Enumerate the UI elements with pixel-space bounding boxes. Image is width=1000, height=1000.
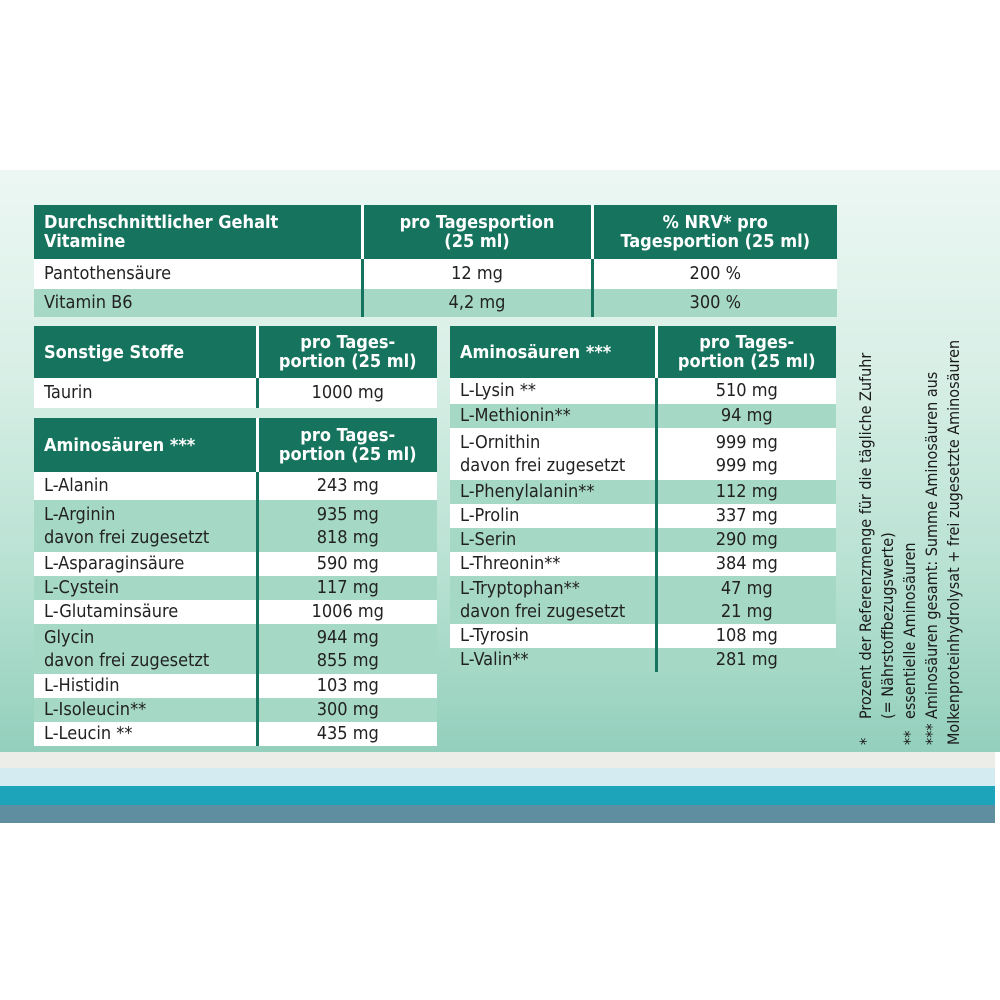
table-row	[34, 624, 437, 674]
table-row	[34, 600, 437, 624]
decor-stripe-slate	[0, 805, 995, 823]
footnotes	[855, 190, 975, 745]
nutrient-amount: 999 mg 999 mg	[656, 428, 836, 480]
nutrient-name: L-Alanin	[34, 472, 257, 500]
nutrient-amount: 435 mg	[257, 722, 437, 746]
header-cell: Sonstige Stoffe	[34, 326, 257, 378]
nutrient-name: L-Prolin	[450, 504, 656, 528]
vitamins-table	[34, 205, 837, 317]
footnote-text: Prozent der Referenzmenge für die tägliche Zufuhr	[856, 352, 875, 719]
header-cell: pro Tagesportion (25 ml)	[362, 205, 592, 259]
nutrient-amount: 935 mg 818 mg	[257, 500, 437, 552]
nutrient-name: L-Glutaminsäure	[34, 600, 257, 624]
nutrient-name: L-Leucin **	[34, 722, 257, 746]
nutrient-amount: 290 mg	[656, 528, 836, 552]
decor-stripe-light	[0, 752, 995, 768]
footnote-marker: ***	[922, 723, 941, 745]
nutrient-name: L-Methionin**	[450, 404, 656, 428]
table-row	[450, 528, 836, 552]
table-row	[34, 722, 437, 746]
table-row	[34, 472, 437, 500]
nutrient-amount: 510 mg	[656, 378, 836, 404]
nutrient-amount: 300 mg	[257, 698, 437, 722]
table-row	[450, 480, 836, 504]
nutrient-name: L-Tyrosin	[450, 624, 656, 648]
nutrient-amount: 281 mg	[656, 648, 836, 672]
nutrient-name: L-Tryptophan** davon frei zugesetzt	[450, 576, 656, 624]
table-row	[34, 500, 437, 552]
footnote-text: essentielle Aminosäuren	[900, 542, 919, 719]
table-row	[450, 648, 836, 672]
table-row	[450, 428, 836, 480]
table-row	[450, 552, 836, 576]
table-row	[34, 378, 437, 408]
header-cell: Durchschnittlicher Gehalt Vitamine	[34, 205, 362, 259]
nutrient-name: Vitamin B6	[34, 289, 362, 317]
nutrient-amount: 117 mg	[257, 576, 437, 600]
table-header	[34, 418, 437, 472]
table-row	[34, 552, 437, 576]
decor-stripe-pale-blue	[0, 768, 995, 786]
footnote-1-cont: (= Nährstoffbezugswerte)	[878, 532, 897, 719]
header-cell: pro Tages- portion (25 ml)	[257, 418, 437, 472]
table-row	[450, 404, 836, 428]
header-cell: Aminosäuren ***	[450, 326, 656, 378]
nutrient-name: Glycin davon frei zugesetzt	[34, 624, 257, 674]
nutrient-amount: 1006 mg	[257, 600, 437, 624]
header-cell: pro Tages- portion (25 ml)	[257, 326, 437, 378]
footnote-3	[921, 190, 943, 745]
nutrient-name: L-Ornithin davon frei zugesetzt	[450, 428, 656, 480]
nutrient-amount: 944 mg 855 mg	[257, 624, 437, 674]
nutrient-name: L-Asparaginsäure	[34, 552, 257, 576]
nutrient-amount: 108 mg	[656, 624, 836, 648]
nutrient-name: L-Cystein	[34, 576, 257, 600]
nutrient-name: L-Histidin	[34, 674, 257, 698]
nutrient-amount: 94 mg	[656, 404, 836, 428]
table-row	[34, 576, 437, 600]
header-cell: pro Tages- portion (25 ml)	[656, 326, 836, 378]
header-cell: Aminosäuren ***	[34, 418, 257, 472]
nutrient-amount: 590 mg	[257, 552, 437, 576]
nutrient-name: L-Lysin **	[450, 378, 656, 404]
table-row	[34, 289, 837, 317]
nutrient-nrv: 300 %	[592, 289, 837, 317]
nutrient-name: L-Isoleucin**	[34, 698, 257, 722]
nutrient-amount: 12 mg	[362, 259, 592, 289]
footnote-1	[855, 190, 877, 745]
table-row	[450, 504, 836, 528]
nutrient-amount: 337 mg	[656, 504, 836, 528]
nutrient-name: L-Threonin**	[450, 552, 656, 576]
amino-acids-table-left	[34, 418, 437, 746]
table-row	[450, 378, 836, 404]
nutrient-amount: 4,2 mg	[362, 289, 592, 317]
table-row	[34, 259, 837, 289]
table-row	[34, 674, 437, 698]
nutrient-amount: 1000 mg	[257, 378, 437, 408]
nutrient-amount: 112 mg	[656, 480, 836, 504]
nutrient-name: L-Valin**	[450, 648, 656, 672]
nutrient-nrv: 200 %	[592, 259, 837, 289]
table-row	[450, 624, 836, 648]
header-cell: % NRV* pro Tagesportion (25 ml)	[592, 205, 837, 259]
nutrient-name: L-Serin	[450, 528, 656, 552]
table-row	[450, 576, 836, 624]
footnote-text: Aminosäuren gesamt: Summe Aminosäuren aus	[922, 371, 941, 719]
footnote-2	[899, 190, 921, 745]
nutrient-name: L-Arginin davon frei zugesetzt	[34, 500, 257, 552]
nutrient-name: L-Phenylalanin**	[450, 480, 656, 504]
nutrient-amount: 384 mg	[656, 552, 836, 576]
nutrient-amount: 103 mg	[257, 674, 437, 698]
footnote-3-cont: Molkenproteinhydrolysat + frei zugesetzte Aminosäuren	[944, 339, 963, 745]
nutrient-name: Taurin	[34, 378, 257, 408]
table-header	[34, 205, 837, 259]
nutrient-name: Pantothensäure	[34, 259, 362, 289]
other-substances-table	[34, 326, 437, 408]
nutrient-amount: 243 mg	[257, 472, 437, 500]
nutrient-amount: 47 mg 21 mg	[656, 576, 836, 624]
decor-stripe-cyan	[0, 786, 995, 805]
table-row	[34, 698, 437, 722]
table-header	[34, 326, 437, 378]
footnote-marker: *	[856, 737, 875, 745]
table-header	[450, 326, 836, 378]
footnote-marker: **	[900, 730, 919, 745]
amino-acids-table-right	[450, 326, 836, 672]
